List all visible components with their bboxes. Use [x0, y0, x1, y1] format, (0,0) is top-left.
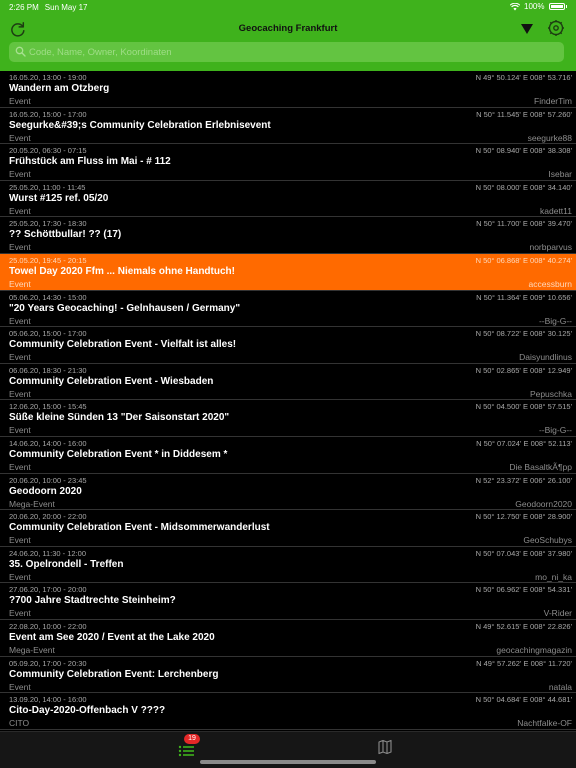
- app-header: [0, 0, 576, 71]
- event-row[interactable]: [0, 291, 576, 328]
- event-title: Wandern am Otzberg: [9, 83, 110, 94]
- event-title: Event am See 2020 / Event at the Lake 2020: [9, 631, 215, 643]
- event-owner: mo_ni_ka: [535, 571, 572, 582]
- event-owner: Isebar: [548, 169, 572, 180]
- battery-percent: 100%: [524, 2, 545, 11]
- event-coordinates: N 50° 07.024' E 008° 52.113': [476, 438, 572, 448]
- event-date-time: 24.06.20, 11:30 - 12:00: [9, 548, 87, 558]
- event-title: Community Celebration Event - Midsommerwanderlust: [9, 522, 270, 534]
- event-coordinates: N 50° 08.722' E 008° 30.125': [475, 329, 572, 339]
- event-title: Geodoorn 2020: [9, 485, 82, 497]
- event-coordinates: N 49° 52.615' E 008° 22.826': [475, 621, 572, 631]
- event-owner: seegurke88: [527, 132, 572, 143]
- home-indicator: [200, 760, 376, 764]
- event-date-time: 05.06.20, 14:30 - 15:00: [9, 292, 87, 302]
- status-time: 2:26 PM: [9, 3, 39, 12]
- event-row[interactable]: [0, 217, 576, 254]
- event-type: Event: [9, 352, 31, 363]
- event-type: CITO: [9, 718, 30, 729]
- event-type: Event: [9, 132, 31, 143]
- event-row[interactable]: [0, 71, 576, 108]
- event-type: Event: [9, 315, 31, 326]
- event-row[interactable]: [0, 510, 576, 547]
- search-icon: [15, 46, 26, 57]
- event-owner: Nachtfalke-OF: [517, 718, 572, 729]
- event-owner: kadett11: [540, 205, 572, 216]
- event-owner: FinderTim: [534, 96, 572, 106]
- event-owner: Geodoorn2020: [515, 498, 572, 509]
- search-input[interactable]: [29, 44, 549, 60]
- event-type: Mega-Event: [9, 498, 55, 509]
- event-type: Event: [9, 535, 31, 546]
- event-title: 35. Opelrondell - Treffen: [9, 558, 124, 570]
- event-type: Event: [9, 169, 31, 180]
- event-coordinates: N 52° 23.372' E 006° 26.100': [475, 475, 572, 485]
- event-type: Event: [9, 96, 31, 106]
- event-date-time: 25.05.20, 19:45 - 20:15: [9, 255, 87, 265]
- event-coordinates: N 50° 06.868' E 008° 40.274': [475, 255, 572, 265]
- event-coordinates: N 50° 04.500' E 008° 57.515': [475, 402, 572, 412]
- event-title: Towel Day 2020 Ffm ... Niemals ohne Handtuch!: [9, 265, 235, 277]
- event-owner: natala: [548, 681, 572, 692]
- battery-icon: [549, 3, 565, 10]
- event-type: Event: [9, 461, 31, 472]
- event-title: Community Celebration Event - Vielfalt ist alles!: [9, 339, 237, 351]
- event-type: Event: [9, 278, 31, 289]
- list-badge: 19: [184, 734, 200, 744]
- event-title: Frühstück am Fluss im Mai - # 112: [9, 156, 171, 168]
- event-date-time: 06.06.20, 18:30 - 21:30: [9, 365, 87, 375]
- event-title: Seegurke&#39;s Community Celebration Erlebnisevent: [9, 119, 271, 131]
- event-title: Community Celebration Event: Lerchenberg: [9, 668, 219, 680]
- event-type: Event: [9, 205, 31, 216]
- event-title: Süße kleine Sünden 13 "Der Saisonstart 2020": [9, 412, 230, 424]
- event-coordinates: N 50° 12.750' E 008° 28.900': [475, 512, 572, 522]
- event-owner: --Big-G--: [538, 425, 572, 436]
- event-owner: V-Rider: [543, 608, 572, 619]
- event-date-time: 16.05.20, 13:00 - 19:00: [9, 73, 87, 82]
- event-date-time: 13.09.20, 14:00 - 16:00: [9, 695, 87, 705]
- event-coordinates: N 49° 50.124' E 008° 53.716': [475, 73, 572, 82]
- event-date-time: 25.05.20, 11:00 - 11:45: [9, 182, 86, 192]
- event-date-time: 05.09.20, 17:00 - 20:30: [9, 658, 87, 668]
- event-coordinates: N 50° 07.043' E 008° 37.980': [475, 548, 572, 558]
- event-coordinates: N 50° 11.700' E 008° 39.470': [476, 219, 572, 229]
- event-row[interactable]: [0, 583, 576, 620]
- event-owner: GeoSchubys: [523, 535, 572, 546]
- event-owner: Pepuschka: [529, 388, 572, 399]
- event-date-time: 22.08.20, 10:00 - 22:00: [9, 621, 87, 631]
- event-row[interactable]: [0, 437, 576, 474]
- event-date-time: 25.05.20, 17:30 - 18:30: [9, 219, 87, 229]
- event-owner: accessburn: [528, 278, 572, 289]
- wifi-icon: [510, 3, 520, 11]
- event-title: Cito-Day-2020-Offenbach V ????: [9, 705, 166, 717]
- event-date-time: 27.06.20, 17:00 - 20:00: [9, 585, 87, 595]
- event-owner: norbparvus: [529, 242, 572, 253]
- event-owner: Daisyundlinus: [519, 352, 572, 363]
- page-title: Geocaching Frankfurt: [238, 23, 338, 34]
- event-row[interactable]: [0, 657, 576, 694]
- event-row[interactable]: [0, 108, 576, 145]
- event-row[interactable]: [0, 400, 576, 437]
- event-type: Event: [9, 242, 31, 253]
- filter-icon[interactable]: [520, 22, 534, 36]
- event-row[interactable]: [0, 547, 576, 584]
- event-coordinates: N 50° 04.684' E 008° 44.681': [475, 695, 572, 705]
- status-bar: [0, 0, 576, 14]
- search-bar[interactable]: [9, 42, 564, 62]
- event-title: Community Celebration Event * in Diddesem *: [9, 448, 228, 460]
- event-owner: geocachingmagazin: [496, 644, 572, 655]
- event-date-time: 14.06.20, 14:00 - 16:00: [9, 438, 87, 448]
- event-coordinates: N 50° 08.940' E 008° 38.308': [475, 146, 572, 156]
- event-row[interactable]: [0, 364, 576, 401]
- event-type: Event: [9, 571, 31, 582]
- event-owner: --Big-G--: [538, 315, 572, 326]
- event-coordinates: N 50° 11.364' E 009° 10.656': [476, 292, 572, 302]
- event-date-time: 12.06.20, 15:00 - 15:45: [9, 402, 87, 412]
- event-row[interactable]: [0, 474, 576, 511]
- event-row[interactable]: [0, 620, 576, 657]
- event-coordinates: N 50° 11.545' E 008° 57.260': [476, 109, 572, 119]
- event-title: "20 Years Geocaching! - Gelnhausen / Germany": [9, 302, 241, 314]
- event-type: Event: [9, 681, 31, 692]
- event-title: Community Celebration Event - Wiesbaden: [9, 375, 214, 387]
- event-type: Event: [9, 388, 31, 399]
- event-coordinates: N 49° 57.262' E 008° 11.720': [476, 658, 572, 668]
- event-coordinates: N 50° 08.000' E 008° 34.140': [475, 182, 572, 192]
- event-coordinates: N 50° 06.962' E 008° 54.331': [475, 585, 572, 595]
- event-date-time: 20.06.20, 10:00 - 23:45: [9, 475, 87, 485]
- settings-icon[interactable]: [547, 19, 565, 37]
- event-row[interactable]: [0, 327, 576, 364]
- event-type: Mega-Event: [9, 644, 55, 655]
- event-row[interactable]: [0, 254, 576, 291]
- navigation-bar: [0, 14, 576, 42]
- event-date-time: 20.06.20, 20:00 - 22:00: [9, 512, 87, 522]
- event-row[interactable]: [0, 144, 576, 181]
- event-type: Event: [9, 608, 31, 619]
- map-icon[interactable]: [377, 739, 393, 755]
- event-coordinates: N 50° 02.865' E 008° 12.949': [475, 365, 572, 375]
- status-date: Sun May 17: [44, 3, 88, 12]
- event-date-time: 20.05.20, 06:30 - 07:15: [9, 146, 87, 156]
- event-date-time: 05.06.20, 15:00 - 17:00: [9, 329, 87, 339]
- event-title: ?? Schöttbullar! ?? (17): [9, 229, 122, 241]
- event-type: Event: [9, 425, 31, 436]
- event-list: [0, 71, 576, 731]
- event-title: ?700 Jahre Stadtrechte Steinheim?: [9, 595, 176, 607]
- event-owner: Die BasaltkÃ¶pp: [509, 461, 572, 472]
- event-row[interactable]: [0, 693, 576, 730]
- event-date-time: 16.05.20, 15:00 - 17:00: [9, 109, 87, 119]
- event-row[interactable]: [0, 181, 576, 218]
- event-title: Wurst #125 ref. 05/20: [9, 192, 109, 204]
